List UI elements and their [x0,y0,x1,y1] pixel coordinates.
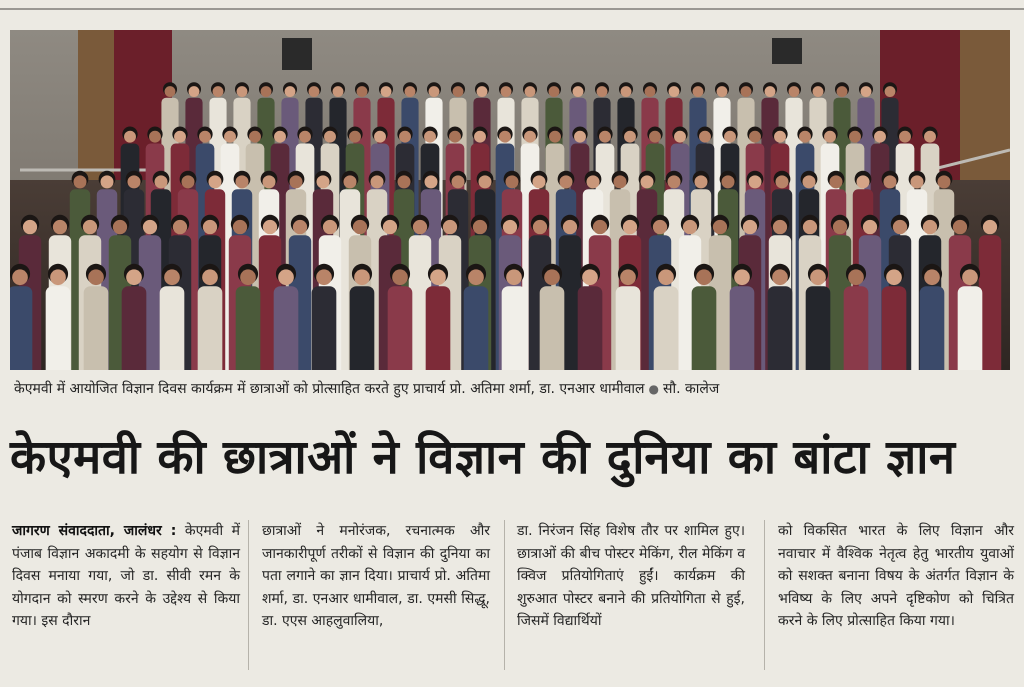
column-divider [504,520,505,670]
person-body [426,286,451,370]
person-head [597,86,608,97]
person-head [717,86,728,97]
person-body [502,286,527,370]
person-head [623,220,637,234]
person-body [958,286,983,370]
person-head [667,175,680,188]
person-head [165,86,176,97]
person-head [324,131,336,143]
person-body [46,286,71,370]
person-head [849,131,861,143]
person-head [874,131,886,143]
person-head [503,220,517,234]
person-head [370,175,383,188]
person-body [616,286,641,370]
person-head [477,86,488,97]
person-head [189,86,200,97]
person-head [199,131,211,143]
person-head [693,86,704,97]
person-head [213,86,224,97]
person-head [149,131,161,143]
person-head [658,269,674,285]
person-body [160,286,185,370]
person-head [392,269,408,285]
person-head [203,220,217,234]
person-head [263,220,277,234]
person-head [962,269,978,285]
person-head [899,131,911,143]
person-head [721,175,734,188]
group-photo [10,30,1010,370]
article-column-4-text: को विकसित भारत के लिए विज्ञान और नवाचार में वैश्विक नेतृत्व हेतु भारतीय युवाओं को सशक्त बनाना विषय के अंतर्गत विज्ञान के भविष्य के लिए अपने दृष्टिकोण को चित्रित करने के लिए प्रोत्साहित किया गया। [778,523,1014,629]
person-head [582,269,598,285]
caption-separator-icon: ● [648,382,659,396]
person-body [920,286,945,370]
person-head [861,86,872,97]
person-head [524,131,536,143]
person-head [289,175,302,188]
person-head [240,269,256,285]
person-head [127,175,140,188]
person-head [349,131,361,143]
person-body [274,286,299,370]
person-head [724,131,736,143]
article-column-1 [12,520,240,680]
person-head [262,175,275,188]
person-head [883,175,896,188]
person-head [451,175,464,188]
person-head [749,131,761,143]
person-head [599,131,611,143]
person-head [154,175,167,188]
person-head [343,175,356,188]
person-body [122,286,147,370]
person-head [620,269,636,285]
article-column-3 [517,520,745,680]
person-head [413,220,427,234]
person-head [813,86,824,97]
person-head [453,86,464,97]
person-head [773,220,787,234]
person-head [653,220,667,234]
person-head [100,175,113,188]
person-body [540,286,565,370]
person-head [953,220,967,234]
person-head [563,220,577,234]
person-head [532,175,545,188]
person-head [381,86,392,97]
person-head [505,175,518,188]
person-head [274,131,286,143]
person-head [424,131,436,143]
person-head [645,86,656,97]
person-body [654,286,679,370]
person-head [640,175,653,188]
person-head [374,131,386,143]
person-head [824,131,836,143]
person-head [886,269,902,285]
person-head [774,131,786,143]
person-head [202,269,218,285]
person-head [353,220,367,234]
person-head [586,175,599,188]
person-head [748,175,761,188]
person-head [299,131,311,143]
person-head [624,131,636,143]
person-head [126,269,142,285]
person-head [549,86,560,97]
person-head [544,269,560,285]
person-head [499,131,511,143]
person-head [124,131,136,143]
column-divider [248,520,249,670]
person-head [501,86,512,97]
person-head [333,86,344,97]
person-head [430,269,446,285]
person-head [506,269,522,285]
person-head [669,86,680,97]
person-head [424,175,437,188]
person-head [237,86,248,97]
person-head [743,220,757,234]
person-body [806,286,831,370]
person-head [699,131,711,143]
person-head [802,175,815,188]
person-head [23,220,37,234]
person-head [164,269,180,285]
person-head [549,131,561,143]
person-head [473,220,487,234]
person-head [683,220,697,234]
person-head [983,220,997,234]
person-head [233,220,247,234]
person-head [713,220,727,234]
person-head [856,175,869,188]
person-head [810,269,826,285]
person-body [578,286,603,370]
person-body [312,286,337,370]
person-head [88,269,104,285]
person-head [574,131,586,143]
person-head [449,131,461,143]
person-head [443,220,457,234]
person-head [50,269,66,285]
person-head [885,86,896,97]
person-head [799,131,811,143]
person-head [354,269,370,285]
person-head [789,86,800,97]
person-body [844,286,869,370]
person-head [249,131,261,143]
person-body [10,286,32,370]
person-head [224,131,236,143]
person-head [173,220,187,234]
person-head [323,220,337,234]
person-head [829,175,842,188]
person-head [765,86,776,97]
person-head [357,86,368,97]
person-head [316,269,332,285]
person-body [692,286,717,370]
person-body [198,286,223,370]
person-body [388,286,413,370]
person-head [741,86,752,97]
person-head [696,269,712,285]
person-body [464,286,489,370]
person-head [397,175,410,188]
person-head [113,220,127,234]
group-photo-illustration [10,30,1010,370]
person-head [559,175,572,188]
person-body [350,286,375,370]
top-rule [0,8,1024,10]
person-head [293,220,307,234]
person-head [694,175,707,188]
person-head [923,220,937,234]
person-body [236,286,261,370]
person-head [429,86,440,97]
person-head [474,131,486,143]
person-head [924,269,940,285]
person-head [573,86,584,97]
caption-text: केएमवी में आयोजित विज्ञान दिवस कार्यक्रम में छात्राओं को प्रोत्साहित करते हुए प्राचार्य प्रो. अतिमा शर्मा, डा. एनआर धामीवाल [14,381,645,397]
person-head [383,220,397,234]
person-head [12,269,28,285]
article-column-1-text: केएमवी में पंजाब विज्ञान अकादमी के सहयोग से विज्ञान दिवस मनाया गया, जो डा. सीवी रमन के योगदान को स्मरण करने के उद्देश्य से किया गया। इस दौरान [12,523,240,629]
person-head [468,269,484,285]
person-head [235,175,248,188]
headline: केएमवी की छात्राओं ने विज्ञान की दुनिया का बांटा ज्ञान [10,430,956,485]
person-head [533,220,547,234]
person-head [261,86,272,97]
person-head [674,131,686,143]
person-head [924,131,936,143]
person-head [83,220,97,234]
person-head [278,269,294,285]
person-head [775,175,788,188]
person-body [768,286,793,370]
person-head [405,86,416,97]
person-head [399,131,411,143]
person-head [181,175,194,188]
article-column-2-text: छात्राओं ने मनोरंजक, रचनात्मक और जानकारीपूर्ण तरीकों से विज्ञान की दुनिया का पता लगाने का ज्ञान दिया। प्राचार्य प्रो. अतिमा शर्मा, डा. एनआर धामीवाल, डा. एमसी सिद्धू, डा. एएस आहलुवालिया, [262,523,490,629]
person-head [478,175,491,188]
person-body [730,286,755,370]
byline: जागरण संवाददाता, जालंधर : [12,523,177,539]
person-head [143,220,157,234]
person-head [613,175,626,188]
caption-credit: सौ. कालेज [663,381,720,397]
person-head [848,269,864,285]
column-divider [764,520,765,670]
person-head [649,131,661,143]
person-head [174,131,186,143]
article-column-4 [778,520,1014,680]
person-head [772,269,788,285]
article-column-2 [262,520,490,680]
person-head [803,220,817,234]
person-head [910,175,923,188]
person-head [593,220,607,234]
person-head [833,220,847,234]
person-head [316,175,329,188]
person-head [208,175,221,188]
person-body [84,286,109,370]
person-head [837,86,848,97]
photo-caption [14,378,1014,400]
person-head [73,175,86,188]
person-head [863,220,877,234]
article-column-3-text: डा. निरंजन सिंह विशेष तौर पर शामिल हुए। छात्राओं की बीच पोस्टर मेकिंग, रील मेकिंग व क्विज प्रतियोगिताएं हुईं। कार्यक्रम की शुरुआत पोस्टर बनाने की प्रतियोगिता से हुई, जिसमें विद्यार्थियों [517,523,745,629]
person-head [525,86,536,97]
person-head [309,86,320,97]
person-head [893,220,907,234]
person-body [882,286,907,370]
person-head [53,220,67,234]
person-head [937,175,950,188]
person-head [621,86,632,97]
person-head [734,269,750,285]
person-head [285,86,296,97]
